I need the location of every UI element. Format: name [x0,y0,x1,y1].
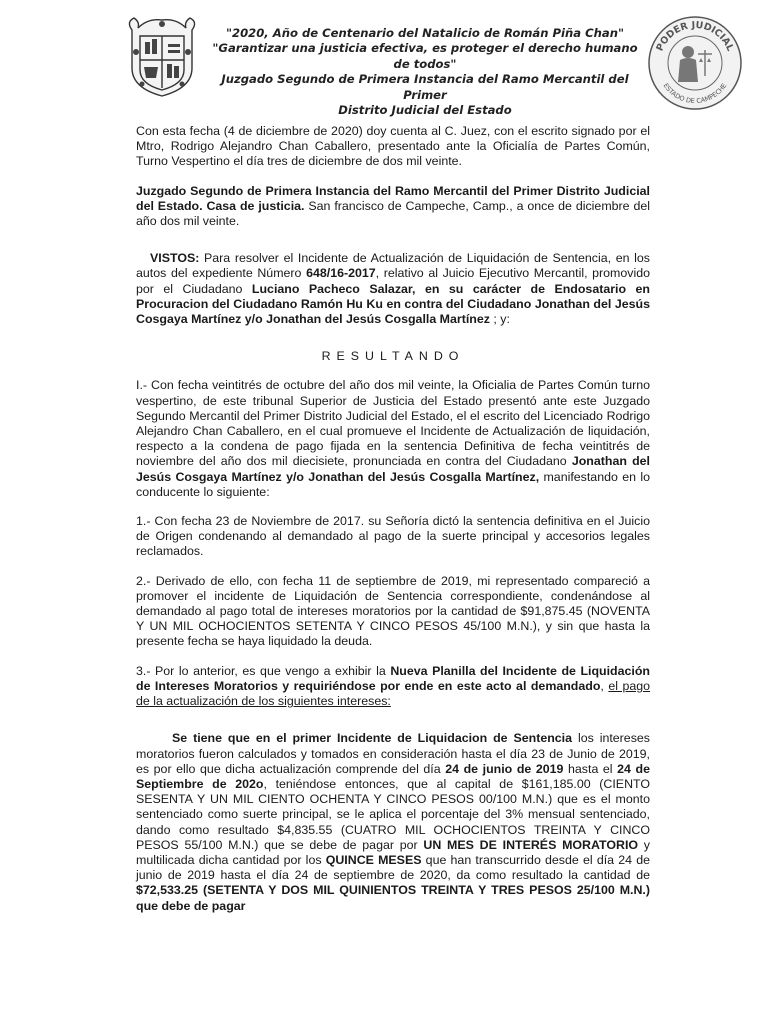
paragraph-cuenta: Con esta fecha (4 de diciembre de 2020) doy cuenta al C. Juez, con el escrito signado por el Mtro, Rodrigo Alejandro Chan Caballero, presentado ante la Oficialía de Partes Común, Turno Vespertino el día tres de diciembre de dos mil veinte. [136,124,650,169]
item3-text-1: 3.- Por lo anterior, es que vengo a exhibir la [136,663,391,678]
r1-text-2: manifestando en lo conducente lo siguiente: [136,469,650,499]
item3-bold: Nueva Planilla del Incidente de Liquidación de Intereses Moratorios y requiriéndose por ende en este acto al demandado [136,663,650,693]
calculo-date-end: 24 de Septiembre de 202o [136,761,650,791]
header-line-1: "2020, Año de Centenario del Natalicio de Román Piña Chan" [225,26,624,40]
resultando-heading: RESULTANDO [321,349,465,364]
paragraph-calculo [136,731,650,913]
calculo-text-4: y multilicada dicha cantidad por los [136,837,650,867]
calculo-bold-meses: QUINCE MESES [325,852,422,867]
calculo-text-3: , teniéndose entonces, que al capital de $161,185.00 (CIENTO SESENTA Y UN MIL CIENTO OCHENTA Y CINCO PESOS 00/100 M.N.) que es el monto sentenciado como suerte principal, se le aplica el porcentaje del 3% mensual sentenciado, dando como resultado $4,835.55 (CUATRO MIL OCHOCIENTOS TREINTA Y CINCO PESOS 55/100 M.N.) que se debe de pagar por [136,776,650,852]
calculo-text-2: hasta el [563,761,618,776]
juzgado-date-text: San francisco de Campeche, Camp., a once de diciembre del año dos mil veinte. [136,198,650,229]
juzgado-bold-text: Juzgado Segundo de Primera Instancia del Ramo Mercantil del Primer Distrito Judicial del Estado. Casa de justicia. [136,183,650,213]
seal-text-top: PODER JUDICIAL [654,19,736,53]
calculo-date-start: 24 de junio de 2019 [445,761,564,776]
list-item-2: 2.- Derivado de ello, con fecha 11 de septiembre de 2019, mi representado compareció a promover el incidente de Liquidación de Sentencia correspondiente, condenándose al demandado al pago total de intereses moratorios por la cantidad de $91,875.45 (NOVENTA Y UN MIL OCHOCIENTOS SETENTA Y CINCO PESOS 45/100 M.N.), y sin que hasta la presente fecha se haya liquidado la deuda. [136,573,650,649]
list-item-3 [136,664,650,710]
calculo-bold-mes: UN MES DE INTERÉS MORATORIO [423,837,639,852]
item3-underlined: el pago de la actualización de los siguientes intereses: [136,678,651,709]
header-line-2: "Garantizar una justicia efectiva, es proteger el derecho humano de todos" [212,41,638,71]
calculo-bold-1: Se tiene que en el primer Incidente de Liquidacion de Sentencia [172,731,573,746]
paragraph-resultando-1 [136,378,650,500]
document-header [0,0,768,118]
header-line-4: Distrito Judicial del Estado [338,103,512,118]
seal-text-bottom: ESTADO DE CAMPECHE [661,81,729,106]
vistos-text-2: , relativo al Juicio Ejecutivo Mercantil, promovido por el Ciudadano [136,266,650,296]
expediente-number: 648/16-2017 [306,266,376,281]
item3-text-2: , [600,678,609,693]
calculo-text-5: que han transcurrido desde el día 24 de junio de 2019 hasta el día 24 de septiembre de 2020, da como resultado la cantidad de [136,852,650,883]
calculo-bold-total: $72,533.25 (SETENTA Y DOS MIL QUINIENTOS TREINTA Y TRES PESOS 25/100 M.N.) que debe de pagar [136,883,650,913]
calculo-text-1: los intereses moratorios fueron calculados y tomados en consideración hasta el día 23 de Junio de 2019, es por ello que dicha actualización comprende del día [136,731,650,776]
paragraph-vistos [136,251,650,327]
paragraph-juzgado [136,184,650,230]
poder-judicial-seal-icon [646,14,744,112]
vistos-text-3: ; y: [489,312,510,327]
state-coat-of-arms-icon [120,12,204,100]
header-mottos [205,26,645,118]
vistos-label: VISTOS: [150,251,200,266]
r1-text-1: I.- Con fecha veintitrés de octubre del año dos mil veinte, la Oficialia de Partes Común turno vespertino, de este tribunal Superior de Justicia del Estado presentó ante este Juzgado Segundo Mercantil del Primer Distrito Judicial del Estado, el el escrito del Licenciado Rodrigo Alejandro Chan Caballero, en el cual promueve el Incidente de Actualización de liquidación, respecto a la condena de pago fijada en la sentencia Definitiva de fecha veintitrés de noviembre del año dos mil diecisiete, pronunciada en contra del Ciudadano [136,378,650,469]
r1-defendant: Jonathan del Jesús Cosgaya Martínez y/o Jonathan del Jesús Cosgalla Martínez, [136,454,650,484]
vistos-text-1: Para resolver el Incidente de Actualización de Liquidación de Sentencia, en los autos del expediente Número [136,251,650,281]
document-body [136,124,650,914]
vistos-parties: Luciano Pacheco Salazar, en su carácter de Endosatario en Procuracion del Ciudadano Ramón Hu Ku en contra del Ciudadano Jonathan del Jesús Cosgaya Martínez y/o Jonathan del Jesús Cosgalla Martínez [136,281,650,327]
header-line-3: Juzgado Segundo de Primera Instancia del Ramo Mercantil del Primer [221,72,629,102]
list-item-1: 1.- Con fecha 23 de Noviembre de 2017. su Señoría dictó la sentencia definitiva en el Juicio de Origen condenando al demandado al pago de la suerte principal y accesorios legales reclamados. [136,514,650,559]
